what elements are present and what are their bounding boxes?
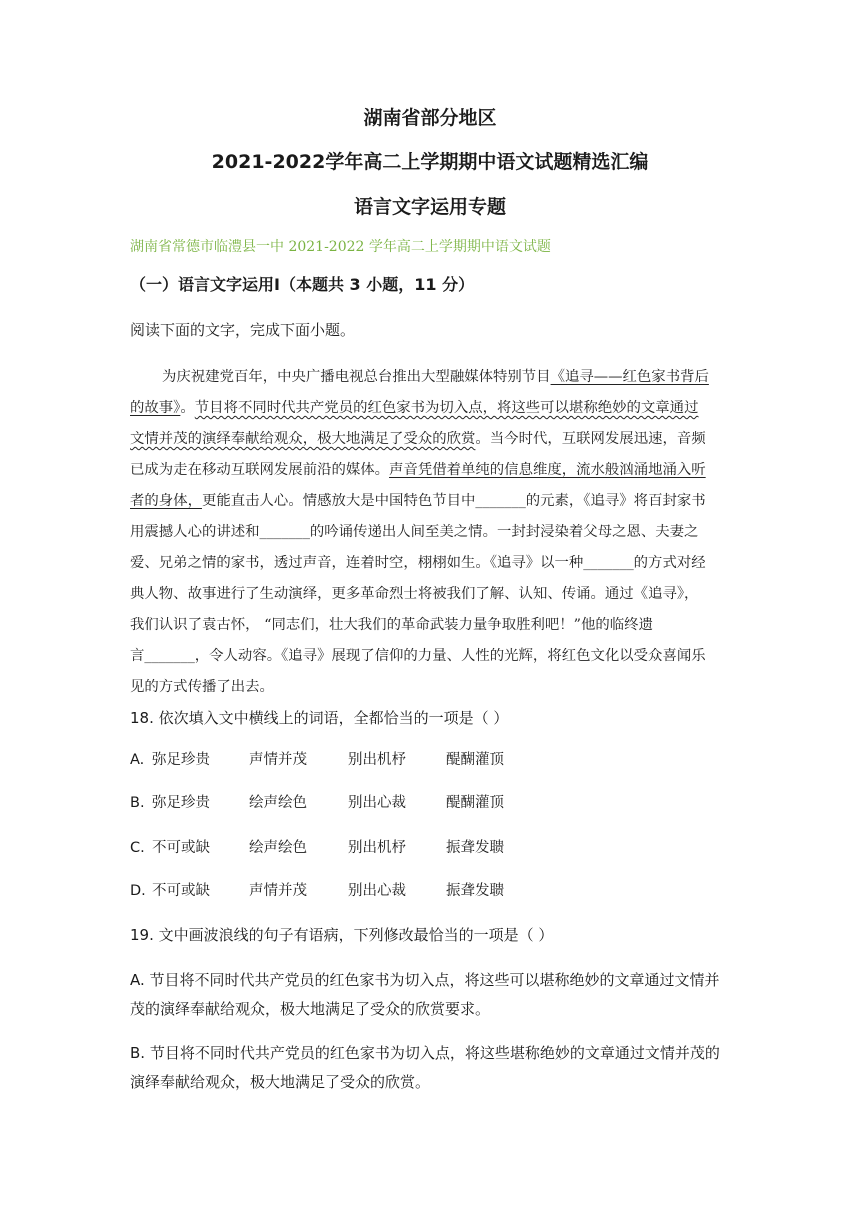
question-19-stem: 19. 文中画波浪线的句子有语病，下列修改最恰当的一项是（ ）: [130, 926, 554, 944]
question-18-stem: 18. 依次填入文中横线上的词语，全都恰当的一项是（ ）: [130, 709, 509, 727]
passage-line: 为庆祝建党百年，中央广播电视总台推出大型融媒体特别节目《追寻——红色家书背后: [162, 369, 709, 385]
passage-line: 者的身体，更能直击人心。情感放大是中国特色节目中_______的元素，《追寻》将百封家书: [130, 493, 706, 509]
q19-option-b-line2: 演绎奉献给观众，极大地满足了受众的欣赏。: [130, 1073, 431, 1091]
passage-line: 的故事》。节目将不同时代共产党员的红色家书为切入点，将这些可以堪称绝妙的文章通过: [130, 400, 699, 416]
wavy-sentence-1: 节目将不同时代共产党员的红色家书为切入点，将这些可以堪称绝妙的文章通过: [194, 400, 699, 416]
passage-line: 已成为走在移动互联网发展前沿的媒体。声音凭借着单纯的信息维度，流水般汹涌地涌入听: [130, 462, 706, 478]
passage-line: 见的方式传播了出去。: [130, 679, 274, 695]
doc-title-region: 湖南省部分地区: [363, 107, 497, 129]
exam-source: 湖南省常德市临澧县一中 2021-2022 学年高二上学期期中语文试题: [130, 239, 551, 255]
doc-title-topic: 语言文字运用专题: [353, 196, 506, 218]
passage-line: 文情并茂的演绎奉献给观众，极大地满足了受众的欣赏。当今时代，互联网发展迅速，音频: [130, 431, 706, 447]
doc-title-main: 2021-2022学年高二上学期期中语文试题精选汇编: [211, 151, 649, 173]
underlined-sentence-2: 者的身体，: [130, 493, 202, 509]
q19-option-b-line1: B. 节目将不同时代共产党员的红色家书为切入点，将这些堪称绝妙的文章通过文情并茂的: [130, 1044, 720, 1062]
program-title-underlined: 的故事》: [130, 400, 181, 416]
passage-line: 我们认识了袁古怀， “同志们，壮大我们的革命武装力量争取胜利吧！”他的临终遗: [130, 617, 653, 633]
section-heading: （一）语言文字运用Ⅰ（本题共 3 小题，11 分）: [130, 275, 475, 294]
passage-line: 典人物、故事进行了生动演绎，更多革命烈士将被我们了解、认知、传诵。通过《追寻》，: [130, 586, 699, 602]
wavy-sentence-1: 文情并茂的演绎奉献给观众，极大地满足了受众的欣赏: [130, 431, 476, 447]
reading-instruction: 阅读下面的文字，完成下面小题。: [130, 321, 356, 339]
passage-line: 爱、兄弟之情的家书，透过声音，连着时空，栩栩如生。《追寻》以一种_______的方式对经: [130, 555, 706, 571]
q19-option-a-line2: 茂的演绎奉献给观众，极大地满足了受众的欣赏要求。: [130, 1000, 491, 1018]
document-page: 湖南省部分地区 2021-2022学年高二上学期期中语文试题精选汇编 语言文字运用专题 湖南省常德市临澧县一中 2021-2022 学年高二上学期期中语文试题 （一）语言文字运用Ⅰ（本题共 3 小题，11 分） 阅读下面的文字，完成下面小题。 为庆祝建党百年，中央广播电视总台推出大型融媒体特别节目《追寻——红色家书背后 的故事》。节目将不同时代共产党员的红色家书为切入点，将这些可以堪称绝妙的文章通过 文情并茂的演绎奉献给观众，极大地满足了受众的欣赏。当今时代，互联网发展迅速，音频 已成为走在移动互联网发展前沿的媒体。声音凭借着单纯的信息维度，流水般汹涌地涌入听 者的身体，更能直击人心。情感放大是中国特色节目中_______的元素，《追寻》将百封家书 用震撼人心的讲述和_______的吟诵传递出人间至美之情。一封封浸染着父母之恩、夫妻之 爱、兄弟之情的家书，透过声音，连着时空，栩栩如生。《追寻》以一种_______的方式对经 典人物、故事进行了生动演绎，更多革命烈士将被我们了解、认知、传诵。通过《追寻》， 我们认识了袁古怀， “同志们，壮大我们的革命武装力量争取胜利吧！”他的临终遗 言_______，令人动容。《追寻》展现了信仰的力量、人性的光辉，将红色文化以受众喜闻乐 见的方式传播了出去。 18. 依次填入文中横线上的词语，全都恰当的一项是（ ） A. 弥足珍贵 声情并茂 别出机杼 醍醐灌顶 B. 弥足珍贵 绘声绘色 别出心裁 醍醐灌顶 C. 不可或缺 绘声绘色 别出机杼 振聋发聩 D. 不可或缺 声情并茂 别出心裁 振聋发聩 19. 文中画波浪线的句子有语病，下列修改最恰当的一项是（ ） A. 节目将不同时代共产党员的红色家书为切入点，将这些可以堪称绝妙的文章通过文情并 茂的演绎奉献给观众，极大地满足了受众的欣赏要求。 B. 节目将不同时代共产党员的红色家书为切入点，将这些堪称绝妙的文章通过文情并茂的 演绎奉献给观众，极大地满足了受众的欣赏。: [0, 0, 860, 1216]
underlined-sentence-2: 声音凭借着单纯的信息维度，流水般汹涌地涌入听: [389, 462, 706, 478]
passage-line: 用震撼人心的讲述和_______的吟诵传递出人间至美之情。一封封浸染着父母之恩、夫妻之: [130, 524, 699, 540]
q19-option-a-line1: A. 节目将不同时代共产党员的红色家书为切入点，将这些可以堪称绝妙的文章通过文情并: [130, 971, 720, 989]
program-title-underlined: 《追寻——红色家书背后: [550, 369, 709, 385]
passage-line: 言_______，令人动容。《追寻》展现了信仰的力量、人性的光辉，将红色文化以受众喜闻乐: [130, 648, 706, 664]
